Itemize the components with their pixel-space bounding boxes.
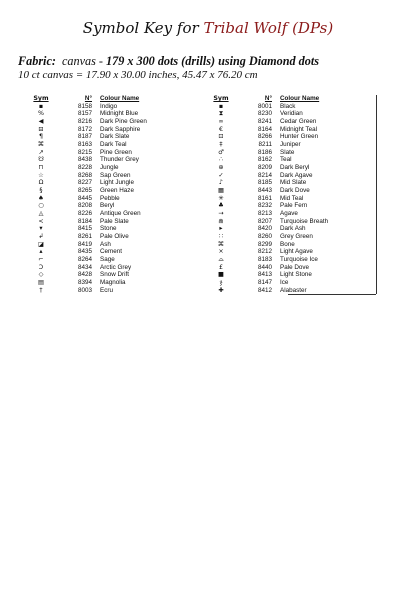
colour-name: Grey Green [280, 233, 313, 241]
header-name: Colour Name [100, 95, 140, 102]
header-num: N° [264, 95, 272, 102]
key-row [208, 271, 378, 279]
title-accent: Tribal Wolf (DPs) [203, 19, 334, 37]
key-border-right [376, 95, 377, 294]
symbol-glyph: ▾ [39, 225, 43, 233]
colour-name: Agave [280, 210, 298, 218]
header-sym: Sym [213, 95, 229, 102]
colour-number: 8420 [257, 225, 272, 233]
symbol-glyph: ⧗ [218, 110, 224, 118]
key-row [208, 279, 378, 287]
colour-name: Pale Slate [100, 217, 129, 225]
colour-number: 8003 [77, 286, 92, 294]
page-title [0, 19, 416, 37]
key-header [208, 95, 378, 103]
colour-name: Pale Olive [100, 233, 129, 241]
key-row [28, 241, 198, 249]
colour-number: 8163 [77, 141, 92, 149]
key-row [208, 233, 378, 241]
colour-number: 8211 [258, 141, 272, 149]
key-row [28, 218, 198, 226]
colour-name: Sap Green [100, 171, 131, 179]
colour-name: Beryl [100, 202, 115, 210]
fabric-dimensions: 179 x 300 dots (drills) using Diamond dots [106, 54, 319, 68]
symbol-glyph: ▸ [219, 225, 223, 233]
canvas-size-line: 10 ct canvas = 17.90 x 30.00 inches, 45.47 x 76.20 cm [18, 69, 258, 81]
symbol-glyph: ↗ [38, 148, 44, 156]
colour-name: Mid Teal [280, 194, 304, 202]
colour-number: 8157 [77, 110, 92, 118]
colour-name: Ecru [100, 286, 113, 294]
key-row [208, 256, 378, 264]
symbol-glyph: ჯ [219, 279, 223, 287]
colour-number: 8208 [77, 202, 92, 210]
colour-number: 8161 [257, 194, 272, 202]
symbol-glyph: ⌘ [217, 240, 225, 248]
colour-number: 8184 [77, 217, 92, 225]
key-row [28, 156, 198, 164]
key-row [28, 271, 198, 279]
symbol-glyph: % [38, 110, 44, 118]
colour-name: Stone [100, 225, 117, 233]
colour-number: 8264 [77, 256, 92, 264]
colour-name: Pebble [100, 194, 120, 202]
symbol-glyph: ⊓ [38, 164, 44, 172]
colour-number: 8172 [77, 125, 92, 133]
colour-name: Juniper [280, 141, 301, 149]
symbol-glyph: ⌐ [38, 256, 44, 264]
key-row [208, 248, 378, 256]
colour-name: Sage [100, 256, 115, 264]
key-row [28, 225, 198, 233]
colour-number: 8186 [257, 148, 272, 156]
colour-number: 8440 [257, 263, 272, 271]
key-row [28, 233, 198, 241]
symbol-glyph: ↲ [38, 233, 44, 241]
colour-name: Midnight Teal [280, 125, 317, 133]
symbol-glyph: ∴ [218, 156, 223, 164]
colour-name: Veridian [280, 110, 303, 118]
colour-number: 8212 [257, 248, 272, 256]
key-row [208, 187, 378, 195]
title-prefix: Symbol Key for [82, 19, 199, 37]
key-row [28, 133, 198, 141]
colour-number: 8443 [257, 187, 272, 195]
colour-name: Teal [280, 156, 292, 164]
key-row [208, 172, 378, 180]
colour-number: 8445 [77, 194, 92, 202]
symbol-glyph: ▤ [38, 279, 44, 287]
colour-number: 8268 [77, 171, 92, 179]
key-row [28, 179, 198, 187]
fabric-text: canvas - [62, 54, 107, 68]
symbol-glyph: ✳ [218, 194, 224, 202]
symbol-glyph: ¶ [38, 133, 43, 141]
colour-name: Turquoise Ice [280, 256, 318, 264]
colour-name: Dark Pine Green [100, 118, 147, 126]
colour-number: 8230 [257, 110, 272, 118]
key-row [28, 172, 198, 180]
colour-name: Dark Ash [280, 225, 306, 233]
key-row [28, 103, 198, 111]
colour-number: 8228 [77, 164, 92, 172]
symbol-glyph: ⋒ [218, 217, 224, 225]
colour-number: 8412 [257, 286, 272, 294]
key-row [208, 225, 378, 233]
symbol-glyph: ∷ [218, 233, 223, 241]
key-row [28, 141, 198, 149]
key-row [208, 179, 378, 187]
symbol-glyph: ⊕ [218, 164, 224, 172]
colour-number: 8428 [77, 271, 92, 279]
colour-number: 8187 [77, 133, 92, 141]
key-row [28, 202, 198, 210]
key-row [28, 248, 198, 256]
colour-name: Ice [280, 279, 289, 287]
colour-name: Snow Drift [100, 271, 130, 279]
symbol-glyph: Ↄ [38, 263, 44, 271]
colour-name: Pale Fern [280, 202, 308, 210]
key-row [28, 256, 198, 264]
key-row [208, 133, 378, 141]
colour-name: Dark Teal [100, 141, 127, 149]
key-row [28, 264, 198, 272]
colour-number: 8147 [257, 279, 272, 287]
key-row [208, 110, 378, 118]
colour-number: 8265 [77, 187, 92, 195]
colour-name: Light Stone [280, 271, 312, 279]
symbol-glyph: ◇ [38, 271, 44, 279]
key-row [208, 118, 378, 126]
key-row [28, 149, 198, 157]
key-row [208, 141, 378, 149]
colour-name: Cedar Green [280, 118, 317, 126]
colour-name: Thunder Grey [100, 156, 139, 164]
key-row [28, 110, 198, 118]
colour-name: Mid Slate [280, 179, 307, 187]
key-row [28, 195, 198, 203]
symbol-glyph: ⌘ [37, 141, 45, 149]
colour-name: Turquoise Breath [280, 217, 329, 225]
key-row [28, 187, 198, 195]
colour-number: 8227 [77, 179, 92, 187]
symbol-glyph: ◬ [38, 210, 44, 218]
key-row [208, 149, 378, 157]
colour-number: 8241 [257, 118, 272, 126]
colour-number: 8158 [77, 102, 92, 110]
key-row [208, 126, 378, 134]
key-header [28, 95, 198, 103]
colour-name: Bone [280, 240, 295, 248]
symbol-glyph: ✓ [218, 171, 224, 179]
colour-number: 8413 [257, 271, 272, 279]
key-row [208, 241, 378, 249]
colour-number: 8185 [257, 179, 272, 187]
symbol-glyph: ♂ [218, 148, 224, 156]
colour-name: Magnolia [100, 279, 126, 287]
symbol-key-right [208, 95, 378, 294]
colour-name: Antique Green [100, 210, 141, 218]
key-border-bottom [288, 294, 376, 295]
key-row [28, 287, 198, 295]
key-row [28, 126, 198, 134]
key-row [208, 202, 378, 210]
key-row [208, 195, 378, 203]
symbol-glyph: ♣ [218, 202, 224, 210]
symbol-glyph: € [218, 125, 223, 133]
colour-number: 8216 [77, 118, 92, 126]
colour-name: Indigo [100, 102, 118, 110]
key-row [28, 279, 198, 287]
key-row [28, 118, 198, 126]
colour-name: Pale Dove [280, 263, 310, 271]
colour-number: 8213 [257, 210, 272, 218]
symbol-glyph: § [39, 187, 43, 195]
colour-name: Dark Agave [280, 171, 313, 179]
colour-name: Pine Green [100, 148, 132, 156]
colour-number: 8299 [257, 240, 272, 248]
fabric-label: Fabric: [18, 54, 56, 68]
symbol-glyph: ▦ [218, 187, 224, 195]
colour-name: Black [280, 102, 296, 110]
key-row [208, 156, 378, 164]
symbol-glyph: ▪ [218, 102, 224, 110]
colour-number: 8001 [257, 102, 272, 110]
symbol-glyph: ☆ [38, 171, 44, 179]
colour-name: Cement [100, 248, 123, 256]
colour-number: 8419 [77, 240, 92, 248]
symbol-glyph: ♠ [38, 194, 44, 202]
symbol-glyph: ∞ [218, 118, 224, 126]
colour-name: Midnight Blue [100, 110, 139, 118]
colour-number: 8435 [77, 248, 92, 256]
colour-name: Dark Slate [100, 133, 130, 141]
header-sym: Sym [33, 95, 49, 102]
colour-number: 8438 [77, 156, 92, 164]
colour-name: Light Jungle [100, 179, 134, 187]
colour-name: Dark Beryl [280, 164, 310, 172]
colour-name: Dark Dove [280, 187, 310, 195]
colour-number: 8232 [257, 202, 272, 210]
symbol-glyph: → [218, 210, 224, 218]
symbol-glyph: × [218, 248, 224, 256]
colour-name: Hunter Green [280, 133, 319, 141]
key-row [208, 218, 378, 226]
colour-number: 8394 [77, 279, 92, 287]
colour-number: 8415 [77, 225, 92, 233]
key-row [208, 103, 378, 111]
colour-name: Alabaster [280, 286, 307, 294]
symbol-glyph: ⊟ [38, 125, 44, 133]
colour-name: Light Agave [280, 248, 313, 256]
symbol-glyph: † [39, 286, 43, 294]
colour-number: 8266 [257, 133, 272, 141]
symbol-glyph: ☋ [38, 156, 44, 164]
colour-number: 8226 [77, 210, 92, 218]
symbol-glyph: ‡ [219, 141, 223, 149]
colour-number: 8164 [257, 125, 272, 133]
colour-name: Green Haze [100, 187, 134, 195]
symbol-glyph: £ [218, 263, 223, 271]
symbol-glyph: ▴ [39, 248, 43, 256]
symbol-glyph: < [38, 217, 44, 225]
symbol-key-left [28, 95, 198, 294]
colour-name: Arctic Grey [100, 263, 132, 271]
colour-number: 8215 [77, 148, 92, 156]
symbol-glyph: Ω [38, 179, 44, 187]
symbol-glyph: ⊡ [218, 133, 224, 141]
colour-name: Ash [100, 240, 111, 248]
key-row [28, 164, 198, 172]
key-row [208, 264, 378, 272]
colour-number: 8207 [257, 217, 272, 225]
symbol-glyph: ✚ [218, 286, 224, 294]
colour-name: Slate [280, 148, 295, 156]
symbol-glyph: ♪ [218, 179, 224, 187]
symbol-glyph: ⌓ [218, 256, 224, 264]
symbol-glyph: ▪ [38, 102, 44, 110]
colour-number: 8434 [77, 263, 92, 271]
symbol-glyph: ◀ [38, 118, 44, 126]
colour-number: 8260 [257, 233, 272, 241]
colour-number: 8183 [257, 256, 272, 264]
symbol-glyph: ◪ [38, 240, 44, 248]
colour-number: 8162 [257, 156, 272, 164]
colour-name: Dark Sapphire [100, 125, 141, 133]
symbol-glyph: ○ [38, 202, 44, 210]
colour-name: Jungle [100, 164, 119, 172]
fabric-line [18, 54, 406, 68]
header-num: N° [84, 95, 92, 102]
key-row [28, 210, 198, 218]
key-row [208, 164, 378, 172]
header-name: Colour Name [280, 95, 320, 102]
colour-number: 8214 [257, 171, 272, 179]
symbol-glyph: ■ [218, 271, 224, 279]
key-row [208, 210, 378, 218]
colour-number: 8261 [77, 233, 92, 241]
colour-number: 8209 [257, 164, 272, 172]
